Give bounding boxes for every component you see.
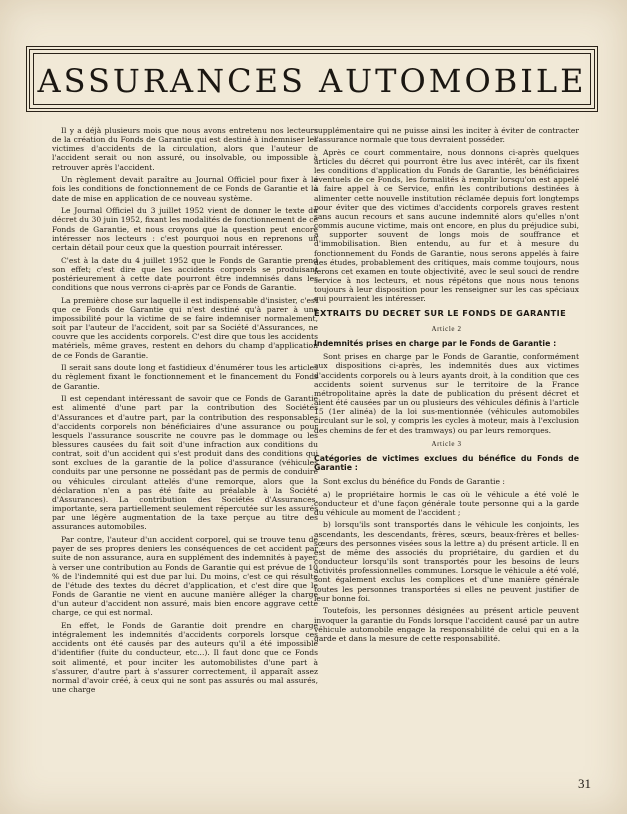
article-label: Article 3 <box>431 439 462 448</box>
paragraph: C'est à la date du 4 juillet 1952 que le Fonds de Garantie prend son effet; c'est dire que les accidents corporels se produisant postérieurement à cette date pourront être indemnisés dans les conditions que nous verrons ci-après par ce Fonds de Garantie. <box>52 255 318 292</box>
paragraph: La première chose sur laquelle il est indispensable d'insister, c'est que ce Fonds de Garantie qui n'est destiné qu'à parer à une impossibilité pour la victime de se faire indemniser normalement, soit par l'auteur de l'accident, soit par sa Société d'Assurances, ne couvre que les accidents corporels. C'est dire que tous les accidents matériels, même graves, restent en dehors du champ d'application de ce Fonds de Garantie. <box>52 295 318 360</box>
right-column <box>314 126 579 647</box>
paragraph: Il y a déjà plusieurs mois que nous avons entretenu nos lecteurs de la création du Fonds de Garantie qui est destiné à indemniser les victimes d'accidents de la circulation, alors que l'auteur de l'accident serait ou non assuré, ou insolvable, ou impossible à retrouver après l'accident. <box>52 126 318 172</box>
paragraph: Un règlement devait paraître au Journal Officiel pour fixer à la fois les conditions de fonctionnement de ce Fonds de Garantie et la date de mise en application de ce nouveau système. <box>52 175 318 203</box>
paragraph: Sont prises en charge par le Fonds de Garantie, conformément aux dispositions ci-après, les indemnités dues aux victimes d'accidents corporels ou à leurs ayants droit, à la condition que ces accidents soient survenus sur le territoire de la France métropolitaine après la date de publication du présent décret et aient été causées par un ou plusieurs des véhicules définis à l'article 15 (1er alinéa) de la loi sus-mentionnée (véhicules automobiles circulant sur le sol, y compris les cycles à moteur, mais à l'exclusion des chemins de fer et des tramways) ou par leurs remorques. <box>314 352 579 435</box>
paragraph: Après ce court commentaire, nous donnons ci-après quelques articles du décret qui pourront être lus avec intérêt, car ils fixent les conditions d'application du Fonds de Garantie, les bénéficiaires éventuels de ce Fonds, les formalités à remplir lorsqu'on est appelé à faire appel à ce Service, enfin les contributions destinées à alimenter cette nouvelle institution réclamée depuis fort longtemps pour éviter que des victimes d'accidents corporels graves restent sans aucun recours et sans aucune indemnité alors qu'elles n'ont commis aucune victime, mais ont encore, en plus du préjudice subi, à supporter souvent de longs mois de souffrance et d'immobilisation. Bien entendu, au fur et à mesure du fonctionnement du Fonds de Garantie, nous serons appelés à faire des études, probablement des critiques, mais comme toujours, nous ferons cet examen en toute objectivité, avec le seul souci de rendre service à nos lecteurs, et nous répétons que nous nous tenons toujours à leur disposition pour les renseigner sur les cas spéciaux qui pourraient les intéresser. <box>314 147 579 304</box>
paragraph: Le Journal Officiel du 3 juillet 1952 vient de donner le texte du décret du 30 juin 1952, fixant les modalités de fonctionnement de ce Fonds de Garantie, et nous croyons que la question peut encore intéresser nos lecteurs : c'est pourquoi nous en reprenons un certain détail pour ceux que la question pourrait intéresser. <box>52 206 318 252</box>
paragraph: Il serait sans doute long et fastidieux d'énumérer tous les articles du règlement fixant le fonctionnement et le financement du Fonds de Garantie. <box>52 363 318 391</box>
paragraph: Il est cependant intéressant de savoir que ce Fonds de Garantie est alimenté d'une part par la contribution des Sociétés d'Assurances et d'autre part, par la contribution des responsables d'accidents corporels non bénéficiaires d'une assurance ou pour lesquels l'assurance souscrite ne couvre pas le dommage ou les blessures causées du fait soit d'une infraction aux conditions du contrat, soit d'un accident qui s'est produit dans des conditions qui sont exclues de la garantie de la police d'assurance (véhicules conduits par une personne ne possédant pas de permis de conduire ou véhicules circulant attelés d'une remorque, alors que la déclaration n'en a pas été faite au préalable à la Société d'Assurances). La contribution des Sociétés d'Assurances, importante, sera partiellement seulement répercutée sur les assurés par une légère augmentation de la taxe perçue au titre des assurances automobiles. <box>52 394 318 532</box>
paragraph: En effet, le Fonds de Garantie doit prendre en charge intégralement les indemnités d'accidents corporels lorsque ces accidents ont été causés par des auteurs qu'il a été impossible d'identifier (fuite du conducteur, etc...). Il faut donc que ce Fonds soit alimenté, et pour inciter les automobilistes d'une part à s'assurer, d'autre part à s'assurer correctement, il apparaît assez normal d'avoir créé, à ceux qui ne sont pas assurés ou mal assurés, une charge <box>52 620 318 695</box>
article-heading: Catégories de victimes exclues du bénéfice du Fonds de Garantie : <box>314 453 579 473</box>
left-column <box>52 126 318 698</box>
paragraph: Sont exclus du bénéfice du Fonds de Garantie : <box>323 476 505 486</box>
article-label: Article 2 <box>431 324 462 333</box>
article-heading: Indemnités prises en charge par le Fonds de Garantie : <box>314 338 557 348</box>
section-title: EXTRAITS DU DECRET SUR LE FONDS DE GARANTIE <box>314 308 567 319</box>
paragraph: Toutefois, les personnes désignées au présent article peuvent invoquer la garantie du Fonds lorsque l'accident causé par un autre véhicule automobile engage la responsabilité de celui qui en a la garde et dans la mesure de cette responsabilité. <box>314 606 579 643</box>
page-number: 31 <box>578 776 591 791</box>
paragraph: a) le propriétaire hormis le cas où le véhicule a été volé le conducteur et d'une façon générale toute personne qui a la garde du véhicule au moment de l'accident ; <box>314 489 579 517</box>
paragraph: b) lorsqu'ils sont transportés dans le véhicule les conjoints, les ascendants, les descendants, frères, sœurs, beaux-frères et belles-sœurs des personnes visées sous la lettre a) du présent article. Il en est de même des associés du propriétaire, du gardien et du conducteur lorsqu'ils sont transportés pour les besoins de leurs activités professionnelles communes. Lorsque le véhicule a été volé, sont également exclus les complices et d'une manière générale toutes les personnes transportées si elles ne peuvent justifier de leur bonne foi. <box>314 520 579 603</box>
page-title: ASSURANCES AUTOMOBILE <box>37 62 587 100</box>
paragraph: Par contre, l'auteur d'un accident corporel, qui se trouve tenu de payer de ses propres deniers les conséquences de cet accident par suite de non assurance, aura en supplément des indemnités à payer, à verser une contribution au Fonds de Garantie qui est prévue de 10 % de l'indemnité qui est due par lui. Du moins, c'est ce qui résulte de l'étude des textes du décret d'application, et c'est dire que le Fonds de Garantie ne vient en aucune manière alléger la charge d'un auteur d'accident non assuré, mais bien encore aggrave cette charge, ce qui est normal. <box>52 535 318 618</box>
title-frame <box>26 46 598 112</box>
paragraph: supplémentaire qui ne puisse ainsi les inciter à éviter de contracter l'assurance normale que tous devraient posséder. <box>314 126 579 145</box>
